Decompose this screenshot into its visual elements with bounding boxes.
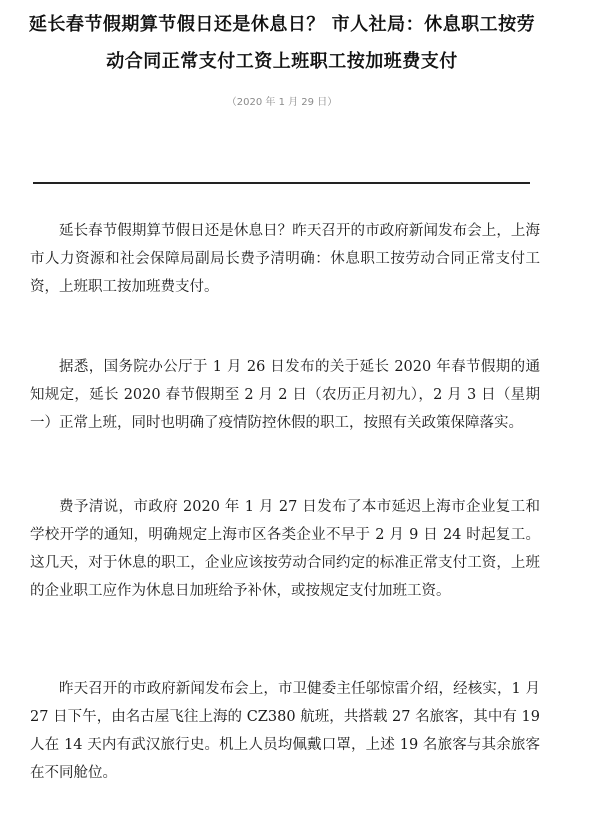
title-divider — [33, 182, 530, 184]
paragraph-2: 据悉，国务院办公厅于 1 月 26 日发布的关于延长 2020 年春节假期的通知规定，延长 2020 春节假期至 2 月 2 日（农历正月初九），2 月 3 日（星期一）正常上班，同时也明确了疫情防控休假的职工，按照有关政策保障落实。 — [30, 359, 540, 431]
paragraph-1: 延长春节假期算节假日还是休息日？昨天召开的市政府新闻发布会上，上海市人力资源和社会保障局副局长费予清明确：休息职工按劳动合同正常支付工资，上班职工按加班费支付。 — [30, 223, 540, 295]
article-date: （2020 年 1 月 29 日） — [226, 97, 338, 108]
paragraph-3: 费予清说，市政府 2020 年 1 月 27 日发布了本市延迟上海市企业复工和学校开学的通知，明确规定上海市区各类企业不早于 2 月 9 日 24 时起复工。这几天，对于休息的职工，企业应该按劳动合同约定的标准正常支付工资，上班的企业职工应作为休息日加班给予补休，或按规定支付加班工资。 — [30, 499, 540, 599]
article-title-line-2: 动合同正常支付工资上班职工按加班费支付 — [106, 51, 458, 72]
paragraph-4: 昨天召开的市政府新闻发布会上，市卫健委主任邬惊雷介绍，经核实，1 月 27 日下午，由名古屋飞往上海的 CZ380 航班，共搭载 27 名旅客，其中有 19 人在 14 天内有武汉旅行史。机上人员均佩戴口罩，上述 19 名旅客与其余旅客在不同舱位。 — [30, 681, 540, 781]
article-title-line-1: 延长春节假期算节假日还是休息日？ 市人社局：休息职工按劳 — [28, 14, 536, 35]
